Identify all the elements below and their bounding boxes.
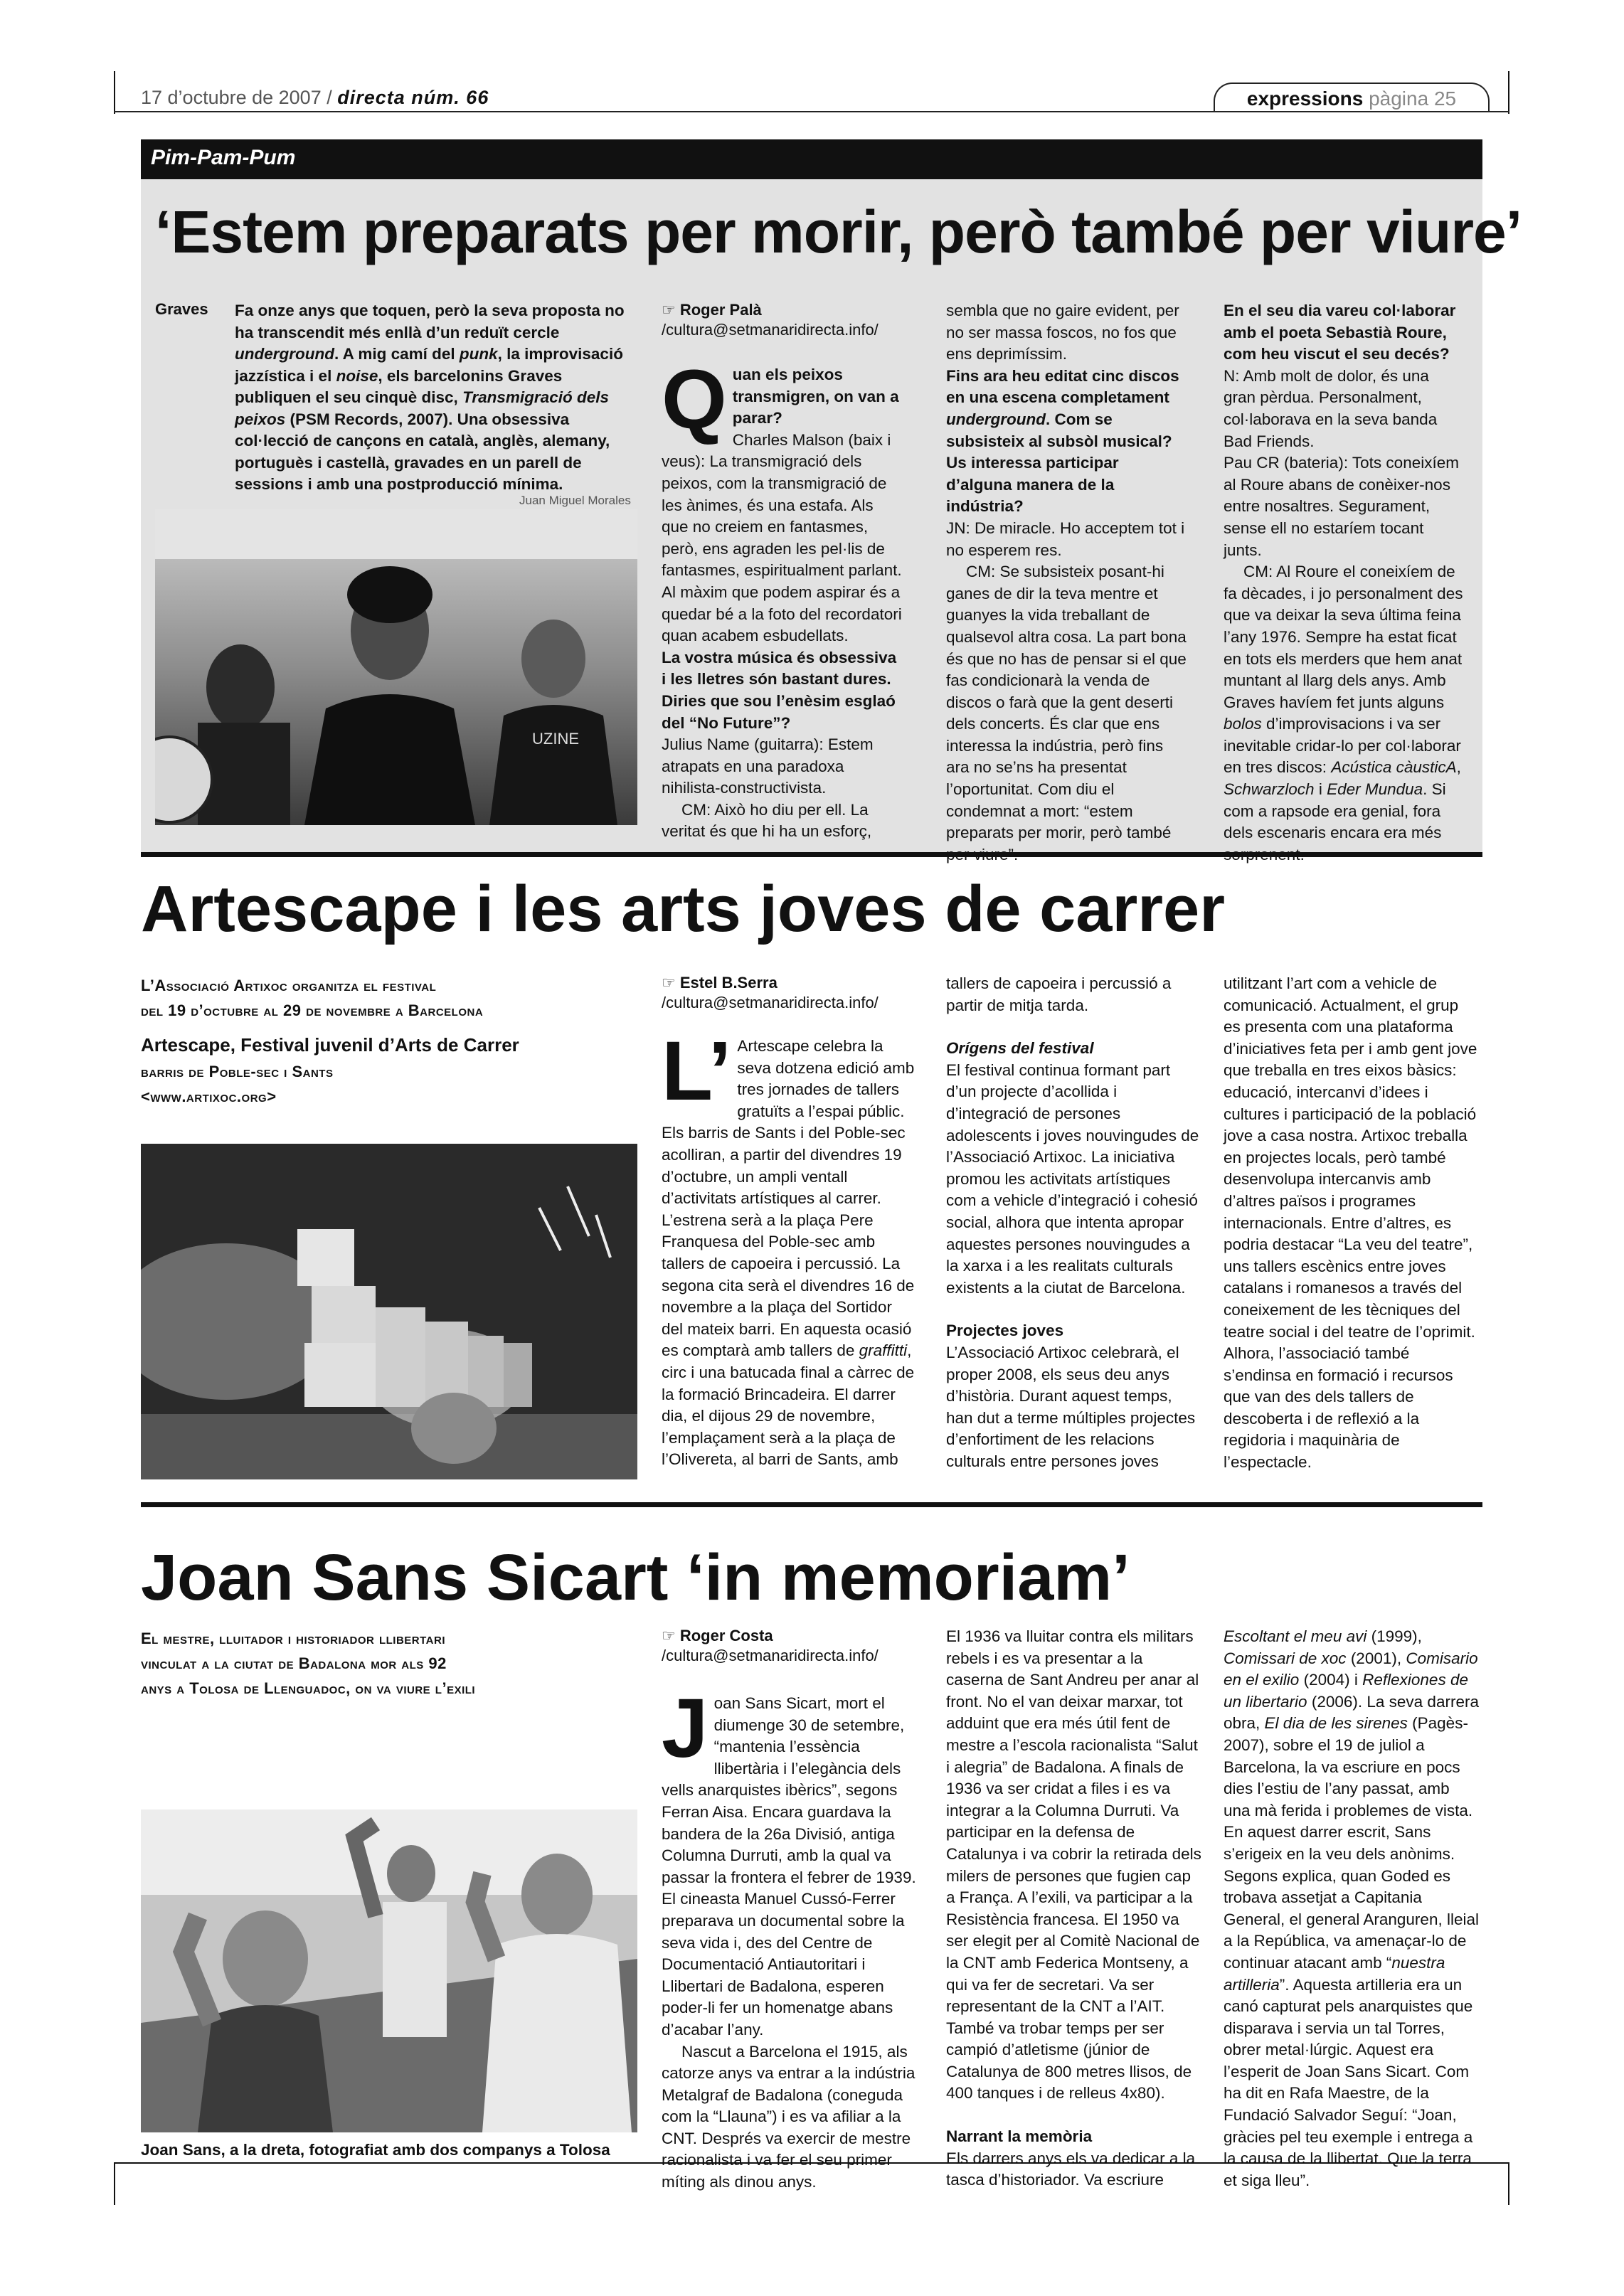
interview-col-1-text: uan els peixos transmigren, on van a parar? Charles Malson (baix i veus): La transmigració dels peixos, com la transmigració de les ànimes, és una estafa. Als que no creiem en fantasmes, però, ens agraden les pel·lis de fantasmes, espiritualment parlant. Al màxim que podem aspirar és a quedar bé a la foto del recordatori quan acabem esbudellats. La vostra música és obsessiva i les lletres són bastant dures. Diries que sou l’enèsim esglaó del “No Future”? Julius Name (guitarra): Estem atrapats en una paradoxa nihilista-constructivista. CM: Això ho diu per ell. La veritat és que hi ha un esforç, xyxy=(662,366,902,841)
memoriam-photo xyxy=(141,1809,637,2132)
memoriam-col-1-text: oan Sans Sicart, mort el diumenge 30 de setembre, “mantenia l’essència llibertària i l’elegància dels vells anarquistes ibèrics”, segons Ferran Aisa. Encara guardava la bandera de la 26a Divisió, antiga Columna Durruti, amb la qual va passar la frontera el febrer de 1939. El cineasta Manuel Cussó-Ferrer preparava un documental sobre la seva vida i, des del Centre de Documentació Antiautoritari i Llibertari de Badalona, esperen poder-li fer un homenatge abans d’acabar l’any. Nascut a Barcelona el 1915, als catorze anys va entrar a la indústria Metalgraf de Badalona (coneguda com la “Llauna”) i es va afiliar a la CNT. Després va exercir de mestre racionalista i va fer el seu primer míting als dinou anys. xyxy=(662,1694,916,2191)
memoriam-author-email[interactable]: /cultura@setmanaridirecta.info/ xyxy=(662,1647,879,1664)
memoriam-lede xyxy=(141,1626,639,1701)
lede-line: L’Associació Artixoc organitza el festival xyxy=(141,977,437,994)
artescape-author-block xyxy=(662,973,918,1013)
artescape-author-email[interactable]: /cultura@setmanaridirecta.info/ xyxy=(662,994,879,1011)
section-bar xyxy=(141,139,1482,179)
photo-credit: Juan Miguel Morales xyxy=(519,494,631,507)
photo-caption: Joan Sans, a la dreta, fotografiat amb dos companys a Tolosa xyxy=(141,2141,610,2159)
artescape-photo-image xyxy=(141,1144,637,1479)
artescape-lede xyxy=(141,973,639,1109)
arrow-icon: ☞ xyxy=(662,1627,676,1644)
header-slash: / xyxy=(327,87,332,108)
crop-mark xyxy=(1508,2162,1509,2205)
interview-intro: Fa onze anys que toquen, però la seva proposta no ha transcendit més enllà d’un reduït cercle underground. A mig camí del punk, la improvisació jazzística i el noise, els barcelonins Graves publiquen el seu cinquè disc, Transmigració dels peixos (PSM Records, 2007). Una obsessiva col·lecció de cançons en català, anglès, alemany, portuguès i castellà, gravades en un parell de sessions i amb una postproducció mínima. xyxy=(235,302,625,493)
artescape-author: Estel B.Serra xyxy=(679,974,777,992)
drop-cap: J xyxy=(662,1681,708,1775)
page-header-left xyxy=(141,87,489,109)
artescape-headline: Artescape i les arts joves de carrer xyxy=(141,873,1226,945)
lede-line: del 19 d’octubre al 29 de novembre a Barcelona xyxy=(141,1001,484,1019)
event-name: Artescape, Festival juvenil d’Arts de Carrer xyxy=(141,1034,519,1056)
section-divider xyxy=(141,1502,1482,1507)
lede-line: anys a Tolosa de Llenguadoc, on va viure l’exili xyxy=(141,1679,476,1697)
lede-line: El mestre, lluitador i historiador llibertari xyxy=(141,1630,445,1647)
interview-col-1 xyxy=(662,353,903,843)
arrow-icon: ☞ xyxy=(662,974,676,992)
artescape-col-1-text: Artescape celebra la seva dotzena edició amb tres jornades de tallers gratuïts a l’espai públic. Els barris de Sants i del Poble-sec acolliran, a partir del divendres 19 d’octubre, un ampli ventall d’activitats artístiques al carrer. L’estrena serà a la plaça Pere Franquesa del Poble-sec amb tallers de capoeira i percussió. La segona cita serà el divendres 16 de novembre a la plaça del Sortidor del mateix barri. En aquesta ocasió es comptarà amb tallers de graffitti, circ i una batucada final a càrrec de la formació Brincadeira. El darrer dia, el dijous 29 de novembre, l’emplaçament serà a la plaça de l’Olivereta, al barri de Sants, amb xyxy=(662,1037,915,1469)
memoriam-col-2: El 1936 va lluitar contra els militars rebels i es va presentar a la caserna de Sant Andreu per anar al front. No el van deixar marxar, tot adduint que era més útil fent de mestre a l’escola racionalista “Salut i alegria” de Badalona. A finals de 1936 va ser cridat a files i es va integrar a la Columna Durruti. Va participar en la defensa de Catalunya i va cobrir la retirada dels milers de persones que fugien cap a França. A l’exili, va participar a la Resistència francesa. El 1950 va ser elegit per al Comitè Nacional de la CNT amb Federica Montseny, a qui va fer de secretari. Va ser representant de la CNT a l’AIT. També va trobar temps per ser campió d’atletisme (júnior de Catalunya de 800 metres llisos, de 400 tanques i de relleus 4x80). Narrant la memòria Els darrers anys els va dedicar a la tasca d’historiador. Va escriure xyxy=(946,1627,1201,2189)
svg-text:UZINE: UZINE xyxy=(532,730,579,748)
event-place: barris de Poble-sec i Sants xyxy=(141,1063,334,1080)
crop-mark xyxy=(1508,71,1509,114)
artescape-col-2: tallers de capoeira i percussió a partir de mitja tarda. Orígens del festival El festival continua formant part d’un projecte d’acollida i d’integració de persones adolescents i joves nouvingudes de l’Associació Artixoc. La iniciativa promou les activitats artístiques com a vehicle d’integració i cohesió social, alhora que intenta apropar aquestes persones nouvingudes a la xarxa i a les realitats culturals existents a la ciutat de Barcelona. Projectes joves L’Associació Artixoc celebrarà, el proper 2008, els seus deu anys d’història. Durant aquest temps, han dut a terme múltiples projectes d’enfortiment de les relacions culturals entre persones joves xyxy=(946,974,1199,1470)
interview-author: Roger Palà xyxy=(679,301,762,319)
page-number: pàgina 25 xyxy=(1369,87,1457,110)
section-label: Pim-Pam-Pum xyxy=(151,146,296,169)
interview-col-2: sembla que no gaire evident, per no ser massa foscos, no fos que ens deprimíssim. Fins ara heu editat cinc discos en una escena completament underground. Com se subsisteix al subsòl musical? Us interessa participar d’alguna manera de la indústria? JN: De miracle. Ho acceptem tot i no esperem res. CM: Se subsisteix posant-hi ganes de dir la teva mentre et guanyes la vida treballant de qualsevol altra cosa. La part bona és que no has de pensar si el que fas condicionarà la venda de discos o farà que la gent deserti dels concerts. És clar que ens interessa la indústria, però fins ara no se’ns ha presentat l’oportunitat. Com diu el condemnat a mort: “estem preparats per morir, però també xyxy=(946,302,1187,842)
lede-line: vinculat a la ciutat de Badalona mor als 92 xyxy=(141,1654,447,1672)
drop-cap: Q xyxy=(662,353,727,447)
interview-author-email[interactable]: /cultura@setmanaridirecta.info/ xyxy=(662,321,879,339)
page-header-right xyxy=(1214,83,1490,112)
band-photo xyxy=(155,509,637,825)
interview-col-3: En el seu dia vareu col·laborar amb el poeta Sebastià Roure, com heu viscut el seu decés? N: Amb molt de dolor, és una gran pèrdua. Personalment, col·laborava en la seva banda Bad Friends. Pau CR (bateria): Tots coneixíem al Roure abans de conèixer-nos entre nosaltres. Segurament, sense ell no estaríem tocant junts. CM: Al Roure el coneixíem de fa dècades, i jo personalment des que va deixar la seva última feina l’any 1976. Sempre ha estat ficat en tots els merders que hem anat muntant al llarg dels anys. Amb Graves havíem fet junts alguns bolos d’improvisacions i va ser inevitable cridar-lo per col·laborar en tres discos: Acústica càusticA, Schwarzloch i Eder Mundua. Si com a rapsode era genial, fora dels escenaris encara era més xyxy=(1224,302,1463,842)
crop-mark xyxy=(114,2162,115,2205)
band-label: Graves xyxy=(155,300,208,318)
issue-date: 17 d’octubre de 2007 xyxy=(141,87,322,108)
publication-name: directa núm. 66 xyxy=(337,87,489,108)
event-web[interactable]: <www.artixoc.org> xyxy=(141,1088,277,1105)
memoriam-headline: Joan Sans Sicart ‘in memoriam’ xyxy=(141,1541,1130,1614)
artescape-col-1 xyxy=(662,1024,918,1471)
section-divider xyxy=(141,852,1482,857)
memoriam-author: Roger Costa xyxy=(679,1627,773,1644)
memoriam-col-3: Escoltant el meu avi (1999), Comissari de xoc (2001), Comisario en el exilio (2004) i Reflexiones de un libertario (2006). La seva darrera obra, El dia de les sirenes (Pagès-2007), sobre el 19 de juliol a Barcelona, la va escriure en pocs dies l’estiu de l’any passat, amb una mà ferida i problemes de vista. En aquest darrer escrit, Sans s’erigeix en la veu dels anònims. Segons explica, quan Goded es trobava assetjat a Capitania General, el general Aranguren, lleial a la República, va amenaçar-lo de continuar atacant amb “nuestra artilleria”. Aquesta artilleria era un canó capturat pels anarquistes que disparava i servia un tal Torres, obrer metal·lúrgic. Aquest era l’esperit de Joan Sans Sicart. Com ha dit en Rafa Maestre, de la Fundació Salvador Seguí: “Joan, gràcies pel teu exemple i entrega a la causa de la llibertat. Que la terra et siga lleu”. xyxy=(1224,1627,1479,2189)
memoriam-photo-image xyxy=(141,1809,637,2132)
section-name: expressions xyxy=(1246,87,1364,110)
memoriam-author-block xyxy=(662,1626,918,1666)
crop-mark xyxy=(114,71,115,114)
drop-cap: L’ xyxy=(662,1024,732,1118)
interview-headline: ‘Estem preparats per morir, però també per viure’ xyxy=(155,198,1522,265)
artescape-col-3: utilitzant l’art com a vehicle de comunicació. Actualment, el grup es presenta com una plataforma d’iniciatives feta per i amb gent jove que treballa en tres eixos bàsics: educació, intercanvi d’idees i cultures i participació de la població jove a casa nostra. Artixoc treballa en projectes locals, però també desenvolupa intercanvis amb d’altres països i programes internacionals. Entre d’altres, es podria destacar “La veu del teatre”, uns tallers escènics entre joves catalans i romanesos a través del coneixement de les tècniques del teatre social i del teatre de l’oprimit. Alhora, l’associació també s’endinsa en formació i recursos que van des dels tallers de descoberta i de reflexió a la regidoria i maquinària de l’espectacle. xyxy=(1224,974,1477,1472)
memoriam-col-1 xyxy=(662,1681,918,2194)
interview-author-block xyxy=(662,300,918,340)
artescape-photo xyxy=(141,1144,637,1479)
header-rule xyxy=(114,111,1509,112)
band-photo-image xyxy=(155,509,637,825)
arrow-icon: ☞ xyxy=(662,301,676,319)
